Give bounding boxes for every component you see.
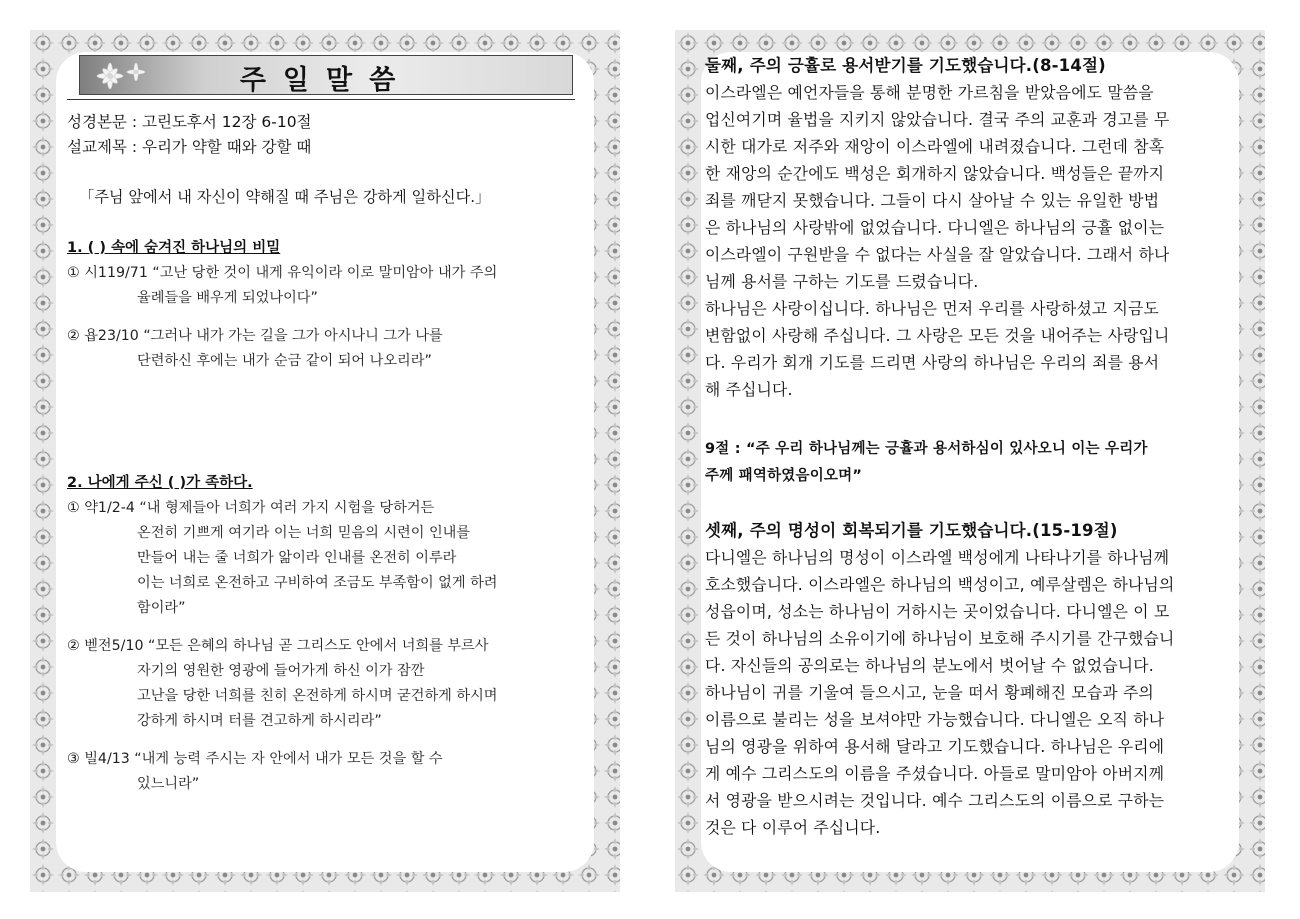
banner-title: 주일말씀 xyxy=(239,65,413,95)
section1-item2-line2: 단련하신 후에는 내가 순금 같이 되어 나오리라” xyxy=(137,353,432,369)
para4-line: 하나님이 귀를 기울여 들으시고, 눈을 떠서 황폐해진 모습과 주의 xyxy=(705,683,1154,702)
section2-item2-line2: 자기의 영원한 영광에 들어가게 하신 이가 잠깐 xyxy=(137,663,425,679)
para3-line: 호소했습니다. 이스라엘은 하나님의 백성이고, 예루살렘은 하나님의 xyxy=(705,575,1175,594)
verse9-line: 9절 : “주 우리 하나님께는 긍휼과 용서하심이 있사오니 이는 우리가 xyxy=(705,441,1148,457)
para1-line: 은 하나님의 사랑밖에 없었습니다. 다니엘은 하나님의 긍휼 없이는 xyxy=(705,218,1165,237)
sermon-theme: 「주님 앞에서 내 자신이 약해질 때 주님은 강하게 일하신다.」 xyxy=(79,188,491,206)
left-page xyxy=(30,30,620,892)
para1-line: 이스라엘이 구원받을 수 없다는 사실을 잘 알았습니다. 그래서 하나 xyxy=(705,245,1170,264)
para4-line: 것은 다 이루어 주십니다. xyxy=(705,818,881,837)
section2-heading: 2. 나에게 주신 ( )가 족하다. xyxy=(67,475,253,491)
right-content xyxy=(705,52,1240,872)
para3-line: 다. 자신들의 공의로는 하나님의 분노에서 벗어날 수 없었습니다. xyxy=(705,656,1154,675)
section2-item2-line4: 강하게 하시며 터를 견고하게 하시리라” xyxy=(137,713,382,729)
para4-line: 게 예수 그리스도의 이름을 주셨습니다. 아들로 말미암아 아버지께 xyxy=(705,764,1165,783)
scripture-passage: 성경본문 : 고린도후서 12장 6-10절 xyxy=(67,113,312,131)
para1-line: 이스라엘은 예언자들을 통해 분명한 가르침을 받았음에도 말씀을 xyxy=(705,83,1154,102)
para4-line: 이름으로 불리는 성을 보셔야만 가능했습니다. 다니엘은 오직 하나 xyxy=(705,710,1165,729)
para1-line: 시한 대가로 저주와 재앙이 이스라엘에 내려졌습니다. 그런데 참혹 xyxy=(705,137,1165,156)
section2-item1-line5: 함이라” xyxy=(137,600,186,616)
para3-line: 성읍이며, 성소는 하나님이 거하시는 곳이었습니다. 다니엘은 이 모 xyxy=(705,602,1170,621)
section1-heading: 1. ( ) 속에 숨겨진 하나님의 비밀 xyxy=(67,240,281,256)
sermon-title: 설교제목 : 우리가 약할 때와 강할 때 xyxy=(67,138,312,156)
section2-item1-line1: ① 약1/2-4 “내 형제들아 너희가 여러 가지 시험을 당하거든 xyxy=(67,500,435,516)
sermon-banner xyxy=(79,55,573,95)
verse9-line: 주께 패역하였음이오며” xyxy=(705,468,863,484)
para2-line: 변함없이 사랑해 주십니다. 그 사랑은 모든 것을 내어주는 사랑입니 xyxy=(705,326,1170,345)
left-content xyxy=(67,55,595,872)
section2-item3-line2: 있느니라” xyxy=(137,776,200,792)
section2-item2-line3: 고난을 당한 너희를 친히 온전하게 하시며 굳건하게 하시며 xyxy=(137,688,498,704)
section2-item1-line2: 온전히 기쁘게 여기라 이는 너희 믿음의 시련이 인내를 xyxy=(137,525,471,541)
section2-item1-line3: 만들어 내는 줄 너희가 앎이라 인내를 온전히 이루라 xyxy=(137,550,457,566)
section1-item1-line1: ① 시119/71 “고난 당한 것이 내게 유익이라 이로 말미암아 내가 주의 xyxy=(67,265,498,281)
heading-second: 둘째, 주의 긍휼로 용서받기를 기도했습니다.(8-14절) xyxy=(705,56,1106,75)
para4-line: 님의 영광을 위하여 용서해 달라고 기도했습니다. 하나님은 우리에 xyxy=(705,737,1165,756)
heading-third: 셋째, 주의 명성이 회복되기를 기도했습니다.(15-19절) xyxy=(705,521,1118,540)
right-page xyxy=(675,30,1265,892)
banner-divider xyxy=(67,99,575,100)
para2-line: 하나님은 사랑이십니다. 하나님은 먼저 우리를 사랑하셨고 지금도 xyxy=(705,299,1159,318)
para1-line: 한 재앙의 순간에도 백성은 회개하지 않았습니다. 백성들은 끝까지 xyxy=(705,164,1165,183)
para3-line: 다니엘은 하나님의 명성이 이스라엘 백성에게 나타나기를 하나님께 xyxy=(705,548,1170,567)
section1-item1-line2: 율례들을 배우게 되었나이다” xyxy=(137,290,318,306)
section2-item3-line1: ③ 빌4/13 “내게 능력 주시는 자 안에서 내가 모든 것을 할 수 xyxy=(67,751,443,767)
para2-line: 해 주십니다. xyxy=(705,380,793,399)
para1-line: 님께 용서를 구하는 기도를 드렸습니다. xyxy=(705,272,979,291)
para3-line: 든 것이 하나님의 소유이기에 하나님이 보호해 주시기를 간구했습니 xyxy=(705,629,1175,648)
para2-line: 다. 우리가 회개 기도를 드리면 사랑의 하나님은 우리의 죄를 용서 xyxy=(705,353,1160,372)
para1-line: 업신여기며 율법을 지키지 않았습니다. 결국 주의 교훈과 경고를 무 xyxy=(705,110,1170,129)
section2-item1-line4: 이는 너희로 온전하고 구비하여 조금도 부족함이 없게 하려 xyxy=(137,575,498,591)
section2-item2-line1: ② 벧전5/10 “모든 은혜의 하나님 곧 그리스도 안에서 너희를 부르사 xyxy=(67,638,489,654)
para4-line: 서 영광을 받으시려는 것입니다. 예수 그리스도의 이름으로 구하는 xyxy=(705,791,1165,810)
para1-line: 죄를 깨닫지 못했습니다. 그들이 다시 살아날 수 있는 유일한 방법 xyxy=(705,191,1160,210)
section1-item2-line1: ② 욥23/10 “그러나 내가 가는 길을 그가 아시나니 그가 나를 xyxy=(67,328,443,344)
